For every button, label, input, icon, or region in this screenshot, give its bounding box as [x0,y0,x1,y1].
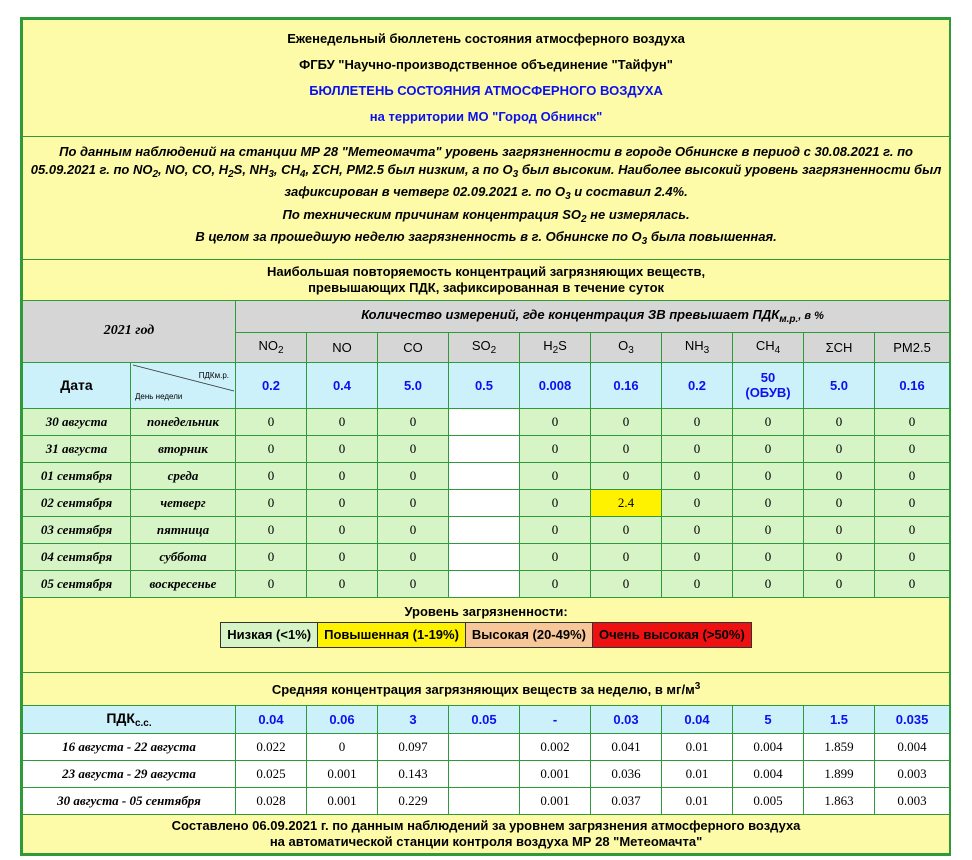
daily-value: 0 [662,435,733,462]
weekly-value: 0.143 [378,760,449,787]
daily-value: 0 [307,516,378,543]
daily-value [449,489,520,516]
daily-value: 0 [378,435,449,462]
pdk-mr-value: 0.4 [307,362,378,408]
summary-p3a: В целом за прошедшую неделю загрязненность в г. Обнинске по O [195,229,642,244]
diagonal-line [131,363,236,409]
date-cell: 01 сентября [23,462,131,489]
pollutant-base: PM2.5 [893,339,931,355]
daily-value: 0 [662,543,733,570]
legend-item: Высокая (20-49%) [465,622,592,647]
diag-top-label: ПДКм.р. [198,370,229,380]
pdk-ss-row [23,705,950,733]
weekly-value: 0.003 [875,787,950,814]
period-cell: 30 августа - 05 сентября [23,787,236,814]
summary-p1e: , CH [273,161,300,177]
daily-value: 0 [875,516,950,543]
daily-value [449,570,520,597]
daily-section-title [23,259,950,300]
daily-value: 0 [520,543,591,570]
weekly-value: 0.001 [520,787,591,814]
count-header-sub: м.р. [779,314,799,325]
weekday-cell: суббота [131,543,236,570]
summary-p1h: и составил 2.4%. [570,184,688,199]
daily-value: 0 [733,462,804,489]
daily-value: 0 [662,408,733,435]
daily-value [449,462,520,489]
pollutant-sub: 4 [774,345,781,356]
daily-value: 0 [662,489,733,516]
weekly-value: 0.097 [378,733,449,760]
pdk-ss-value: 0.04 [662,705,733,733]
diag-bottom-label: День недели [135,391,183,401]
pollutant-base: NO [258,338,278,353]
daily-value: 0 [591,570,662,597]
pollutant-header [662,332,733,362]
summary-p1c: , NO, CO, H [158,161,229,177]
daily-value: 0 [804,408,875,435]
daily-value [449,543,520,570]
date-cell: 04 сентября [23,543,131,570]
bulletin-table [22,19,950,854]
date-cell: 31 августа [23,435,131,462]
weekly-value: 0.005 [733,787,804,814]
pdk-ss-value: 0.04 [236,705,307,733]
daily-value: 0 [804,516,875,543]
weekly-value: 0.01 [662,733,733,760]
weekday-cell: понедельник [131,408,236,435]
summary-p1e-sub: 4 [299,168,306,180]
pollutant-header [378,332,449,362]
weekly-value: 0.001 [307,760,378,787]
daily-row [23,462,950,489]
daily-value: 0 [236,543,307,570]
pollutant-base: NH [684,338,704,353]
weekly-value: 0.025 [236,760,307,787]
daily-value: 0 [875,462,950,489]
weekday-cell: четверг [131,489,236,516]
summary-p1c-sub: 2 [228,168,234,180]
pdk-mr-value: 0.008 [520,362,591,408]
date-cell: 03 сентября [23,516,131,543]
daily-value: 0 [520,516,591,543]
daily-row [23,516,950,543]
daily-title-line-2: превышающих ПДК, зафиксированная в течение суток [308,279,665,295]
daily-value: 0 [875,543,950,570]
summary-p1f: , ΣCH, PM2.5 был низким, а по O [305,161,513,177]
weekday-cell: пятница [131,516,236,543]
summary-p1g: был высоким. Наиболее высокий уровень загрязненности был зафиксирован в четверг 02.09.2021 г. по O [284,161,942,199]
pdk-ss-label-sub: с.с. [134,717,152,729]
pdk-ss-value: 0.06 [307,705,378,733]
pdk-day-diag-cell [131,362,236,408]
daily-value: 0 [236,408,307,435]
pollutant-sub: 3 [703,345,710,356]
weekly-value [449,760,520,787]
weekly-title-text: Средняя концентрация загрязняющих веществ за неделю, в мг/м [271,682,695,697]
daily-value: 0 [733,543,804,570]
weekly-value [449,733,520,760]
summary-p3a-sub: 3 [641,236,648,247]
pollutant-header [307,332,378,362]
daily-value: 0 [520,435,591,462]
weekly-value: 0.002 [520,733,591,760]
pollutant-header [520,332,591,362]
summary-text [23,137,950,260]
weekly-value: 0.036 [591,760,662,787]
daily-value: 0 [378,543,449,570]
legend-item: Очень высокая (>50%) [592,622,751,647]
daily-value: 0 [733,435,804,462]
pollutant-base: O [618,338,629,353]
summary-p2b: не измерялась. [586,206,690,222]
pdk-mr-value: 0.16 [591,362,662,408]
daily-value: 0 [307,543,378,570]
pollutant-base: SO [471,338,491,353]
pollutant-sub: 2 [552,345,559,356]
weekday-cell: воскресенье [131,570,236,597]
pdk-mr-value: 0.5 [449,362,520,408]
weekly-value: 0.01 [662,787,733,814]
daily-row [23,489,950,516]
legend-cell [23,597,950,672]
daily-value: 0 [520,570,591,597]
daily-value: 0 [733,408,804,435]
pollutant-sub: 3 [628,345,634,356]
pdk-mr-value: 0.2 [662,362,733,408]
daily-value: 0 [662,516,733,543]
bulletin-frame [20,17,951,856]
weekly-value: 0.028 [236,787,307,814]
summary-p1b: NO [132,161,153,177]
legend-item: Низкая (<1%) [221,622,318,647]
weekly-section-title [23,672,950,705]
weekly-value: 1.863 [804,787,875,814]
daily-value: 0 [307,462,378,489]
summary-p1b-sub: 2 [152,168,159,180]
weekly-value: 1.899 [804,760,875,787]
weekly-body [23,733,950,814]
weekly-value: 0.229 [378,787,449,814]
daily-value: 0 [591,408,662,435]
pollutant-base: ΣCH [825,339,853,355]
weekly-value: 0.041 [591,733,662,760]
daily-value: 0 [307,435,378,462]
weekly-row [23,787,950,814]
header-line-3: БЮЛЛЕТЕНЬ СОСТОЯНИЯ АТМОСФЕРНОГО ВОЗДУХА [23,78,950,104]
pollutant-sub: 2 [490,345,497,356]
pollutant-header [591,332,662,362]
weekly-value: 0.001 [520,760,591,787]
pdk-mr-row [23,362,950,408]
pdk-ss-value: - [520,705,591,733]
count-header-tail: , в % [798,310,824,322]
summary-p1g-sub: 3 [565,191,571,202]
weekly-value: 0.004 [875,733,950,760]
daily-value: 0 [875,489,950,516]
weekly-value: 0.004 [733,733,804,760]
daily-value: 0 [804,489,875,516]
pdk-mr-value: 5.0 [804,362,875,408]
pdk-mr-value: 0.2 [236,362,307,408]
count-header [236,300,950,332]
daily-value: 0 [236,570,307,597]
pollutant-base: NO [332,339,352,355]
daily-value: 0 [307,570,378,597]
daily-value: 0 [875,570,950,597]
weekly-value: 0.037 [591,787,662,814]
weekly-value: 0.01 [662,760,733,787]
pdk-ss-value: 5 [733,705,804,733]
daily-value: 0 [804,570,875,597]
daily-value: 0 [733,570,804,597]
pdk-ss-label [23,705,236,733]
daily-row [23,543,950,570]
header-line-4: на территории МО "Город Обнинск" [23,104,950,137]
daily-row [23,435,950,462]
daily-value [449,408,520,435]
summary-p1a: По данным наблюдений на станции МР 28 "Метеомачта" уровень загрязненности в городе Обнинске в период с 30.08.2021 г. по 05.09.2021 г. по [30,144,913,177]
header-line-2: ФГБУ "Научно-производственное объединение "Тайфун" [23,52,950,78]
weekly-title-sup: 3 [694,681,701,692]
period-cell: 23 августа - 29 августа [23,760,236,787]
summary-p2a-sub: 2 [580,213,587,225]
daily-value: 0 [591,516,662,543]
weekday-cell: вторник [131,435,236,462]
pdk-ss-value: 0.05 [449,705,520,733]
legend-item: Повышенная (1-19%) [318,622,466,647]
daily-value: 2.4 [591,489,662,516]
legend-table [220,622,752,648]
daily-value: 0 [591,543,662,570]
weekly-value: 0.004 [733,760,804,787]
count-header-text: Количество измерений, где концентрация ЗВ превышает ПДК [361,307,780,322]
daily-value: 0 [875,435,950,462]
year-label: 2021 год [23,300,236,362]
daily-value: 0 [236,462,307,489]
daily-value: 0 [875,408,950,435]
summary-p1f-sub: 3 [512,168,519,180]
daily-value: 0 [662,570,733,597]
daily-value: 0 [378,408,449,435]
daily-value: 0 [804,543,875,570]
daily-row [23,408,950,435]
pollutant-sub: 2 [277,345,284,356]
daily-row [23,570,950,597]
pollutant-header [733,332,804,362]
summary-p2a: По техническим причинам концентрация SO [282,206,581,222]
footer-cell [23,814,950,853]
daily-value: 0 [733,489,804,516]
daily-value: 0 [236,435,307,462]
date-cell: 30 августа [23,408,131,435]
daily-value: 0 [804,435,875,462]
weekly-value: 0.001 [307,787,378,814]
pollutant-header [449,332,520,362]
pollutant-header [875,332,950,362]
daily-value: 0 [520,408,591,435]
daily-title-line-1: Наибольшая повторяемость концентраций загрязняющих веществ, [267,263,706,279]
pollutant-base: CH [755,338,775,353]
date-label: Дата [23,362,131,408]
daily-value: 0 [591,435,662,462]
weekly-value: 0.003 [875,760,950,787]
daily-value: 0 [733,516,804,543]
pdk-ss-value: 0.03 [591,705,662,733]
pdk-ss-value: 3 [378,705,449,733]
daily-value: 0 [307,408,378,435]
weekly-value: 1.859 [804,733,875,760]
daily-value: 0 [520,489,591,516]
pollutant-base: H [543,338,553,353]
daily-value: 0 [236,489,307,516]
legend-title: Уровень загрязненности: [404,603,568,619]
daily-value: 0 [520,462,591,489]
weekly-value: 0.022 [236,733,307,760]
daily-value: 0 [804,462,875,489]
daily-value: 0 [378,489,449,516]
daily-value: 0 [662,462,733,489]
weekly-value: 0 [307,733,378,760]
pdk-mr-value: 5.0 [378,362,449,408]
footer-line-1: Составлено 06.09.2021 г. по данным наблюдений за уровнем загрязнения атмосферного воздуха [171,817,801,833]
daily-value [449,435,520,462]
pdk-ss-label-text: ПДК [106,709,135,726]
weekly-value [449,787,520,814]
summary-p1d-sub: 3 [268,168,274,180]
daily-value: 0 [236,516,307,543]
daily-value: 0 [307,489,378,516]
date-cell: 02 сентября [23,489,131,516]
weekday-cell: среда [131,462,236,489]
daily-value: 0 [378,462,449,489]
pdk-ss-value: 1.5 [804,705,875,733]
pollutant-header [804,332,875,362]
pdk-mr-value: 50 (ОБУВ) [733,362,804,408]
daily-value: 0 [378,516,449,543]
weekly-row [23,733,950,760]
daily-value [449,516,520,543]
pollutant-base: CO [403,339,423,355]
weekly-row [23,760,950,787]
pollutant-tail: S [558,338,567,353]
summary-p1d: S, NH [233,161,269,177]
period-cell: 16 августа - 22 августа [23,733,236,760]
header-line-1: Еженедельный бюллетень состояния атмосферного воздуха [23,20,950,53]
daily-body [23,408,950,597]
pdk-mr-value: 0.16 [875,362,950,408]
summary-p3b: была повышенная. [647,229,777,244]
pdk-ss-value: 0.035 [875,705,950,733]
date-cell: 05 сентября [23,570,131,597]
daily-value: 0 [378,570,449,597]
pollutant-header [236,332,307,362]
daily-value: 0 [591,462,662,489]
footer-line-2: на автоматической станции контроля воздуха МР 28 "Метеомачта" [269,833,703,849]
